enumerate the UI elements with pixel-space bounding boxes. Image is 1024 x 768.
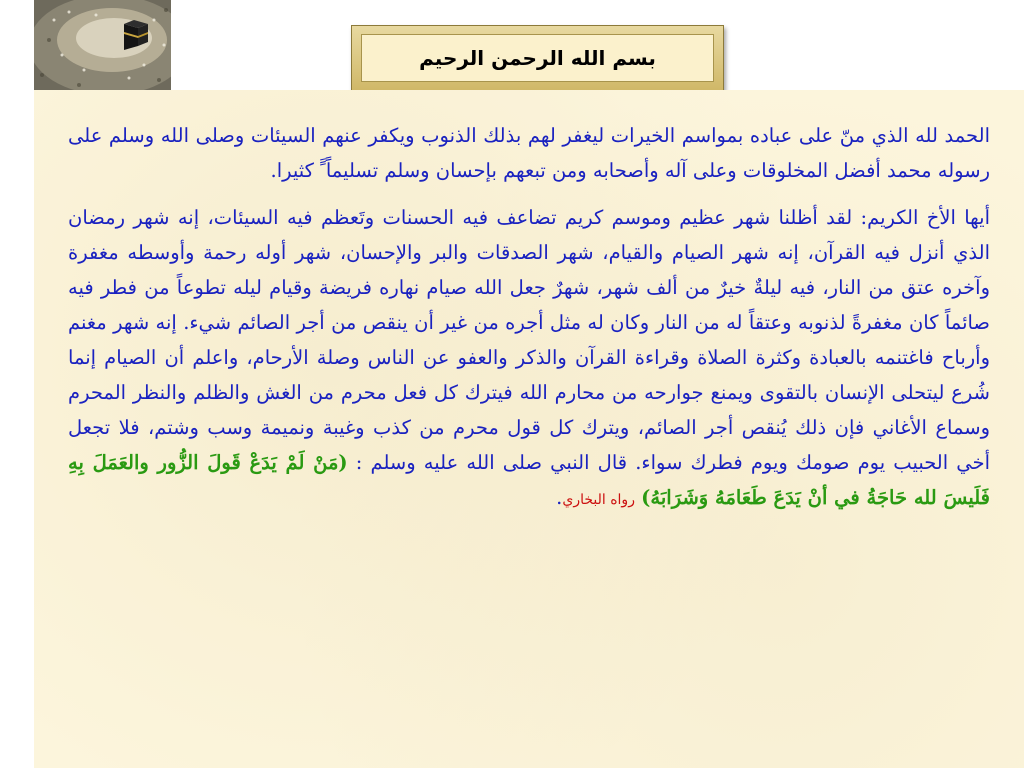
title-banner-inner — [361, 34, 714, 82]
body-text: أيها الأخ الكريم: لقد أظلنا شهر عظيم وموسم كريم تضاعف فيه الحسنات وتَعظم فيه السيئات، إنه شهر رمضان الذي أنزل فيه القرآن، إنه شهر الصيام والقيام، شهر الصدقات والبر والإحسان، شهر أوله رحمة وأوسطه مغفرة وآخره عتق من النار، فيه ليلةٌ خيرٌ من ألف شهر، شهرٌ جعل الله صيام نهاره فريضة وقيام ليله تطوعاً من فطر فيه صائماً كان مغفرةً لذنوبه وعتقاً له من النار وكان له مثل أجره من غير أن ينقص من أجر الصائم شيء. إنه شهر مغنم وأرباح فاغتنمه بالعبادة وكثرة الصلاة وقراءة القرآن والذكر والعفو عن الناس وصلة الأرحام، واعلم أن الصيام إنما شُرع ليتحلى الإنسان بالتقوى ويمنع جوارحه من محارم الله فيترك كل فعل محرم من الغش والظلم والنظر المحرم وسماع الأغاني فإن ذلك يُنقص أجر الصائم، ويترك كل قول محرم من كذب وغيبة ونميمة وسب وشتم، فلا تجعل أخي الحبيب يوم صومك ويوم فطرك سواء. — [68, 206, 991, 474]
prophet-intro: قال النبي صلى الله عليه وسلم : — [355, 451, 628, 474]
end-mark: . — [556, 486, 563, 509]
intro-paragraph: الحمد لله الذي منّ على عباده بمواسم الخيرات ليغفر لهم بذلك الذنوب ويكفر عنهم السيئات وصلى الله وسلم على رسوله محمد أفضل المخلوقات وعلى آله وأصحابه ومن تبعهم بإحسان وسلم تسليماًَ ًَ كثيرا. — [68, 124, 990, 182]
body-paragraph — [68, 200, 990, 518]
narrator-label: رواه البخاري — [562, 492, 635, 508]
hadith-quote: (مَنْ لَمْ يَدَعْ قَولَ الزُّور والعَمَلَ بِهِ فَلَيسَ لله حَاجَةُ في أنْ يَدَعَ طَعَامَهُ وَشَرَابَهُ) — [68, 451, 990, 509]
kaaba-image — [34, 0, 171, 90]
kaaba-photo — [34, 0, 171, 90]
basmala-title: بسم الله الرحمن الرحيم — [419, 46, 656, 70]
title-banner — [351, 25, 724, 91]
content-panel — [34, 90, 1024, 768]
